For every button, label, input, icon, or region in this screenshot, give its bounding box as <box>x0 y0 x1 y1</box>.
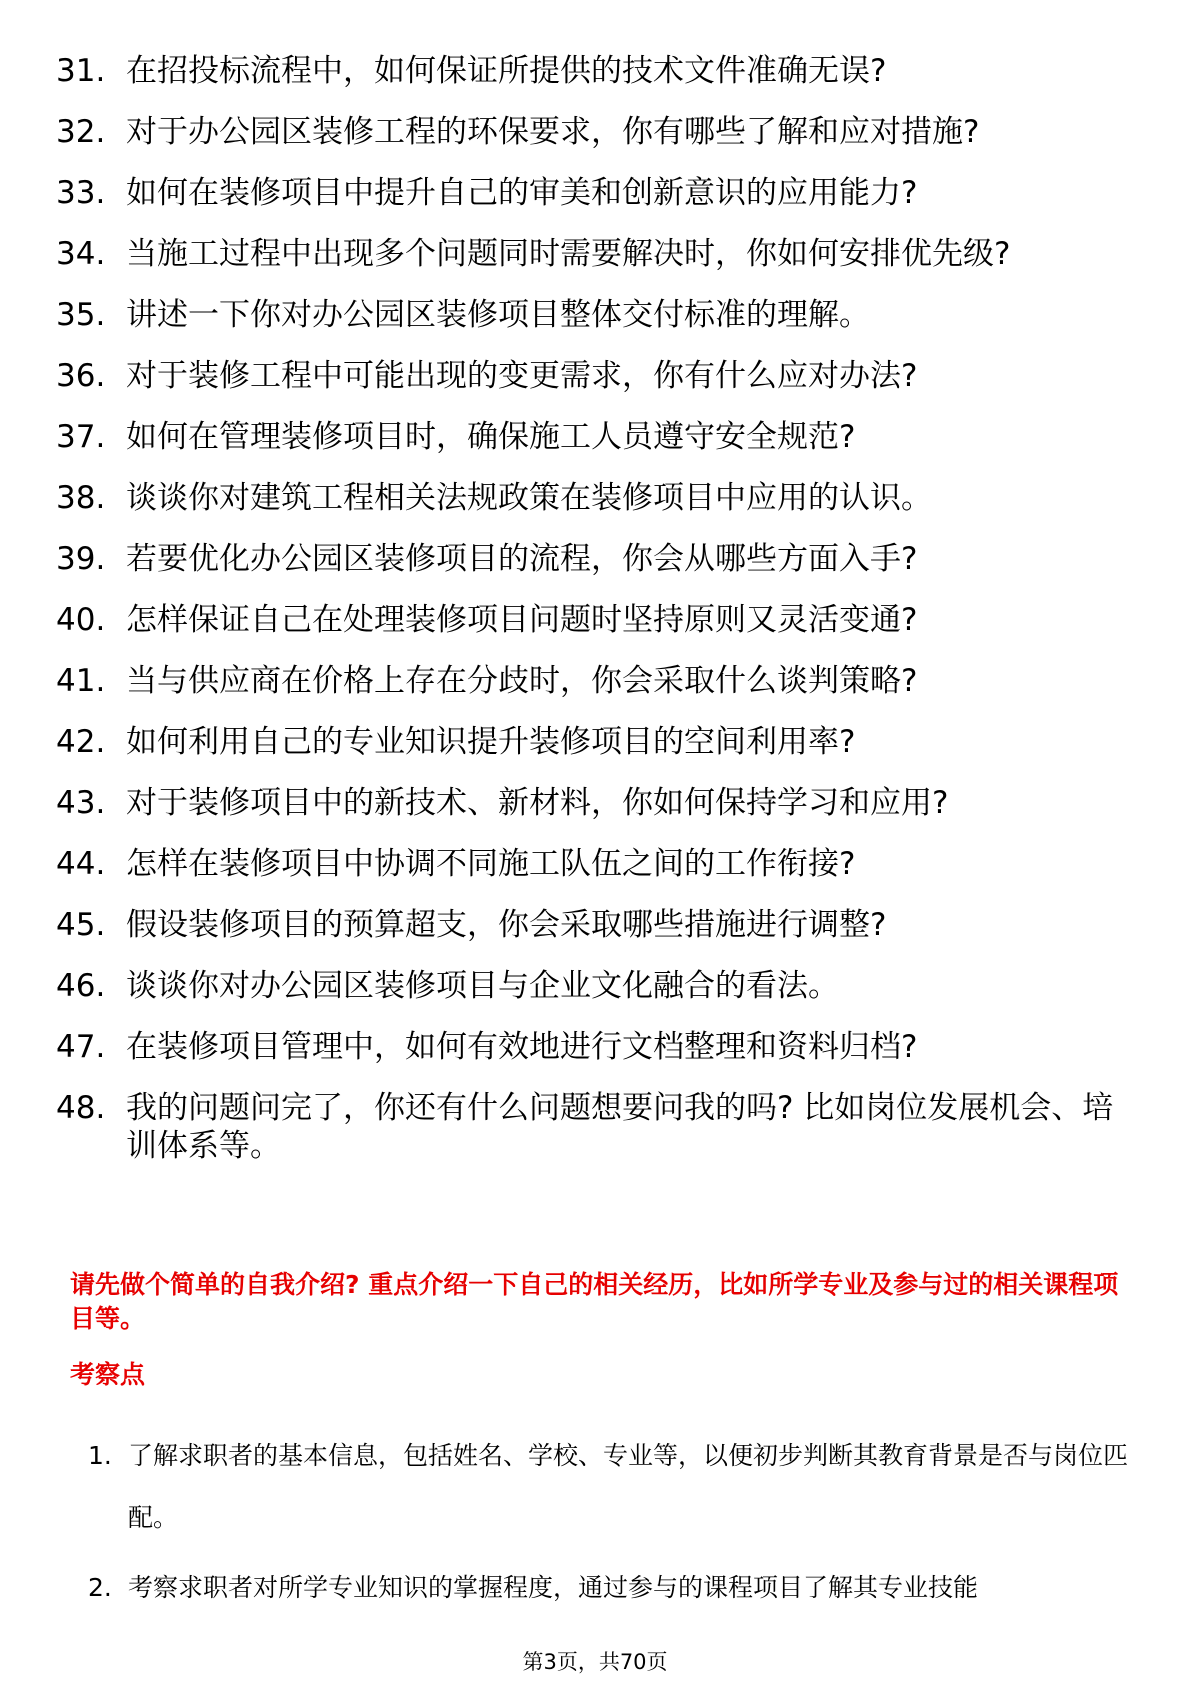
point-text: 了解求职者的基本信息，包括姓名、学校、专业等，以便初步判断其教育背景是否与岗位匹配。 <box>128 1441 1129 1532</box>
question-number: 44. <box>56 846 106 882</box>
list-item <box>56 662 1136 700</box>
list-item <box>56 845 1136 883</box>
question-text: 讲述一下你对办公园区装修项目整体交付标准的理解。 <box>126 297 870 333</box>
question-number: 48. <box>56 1090 106 1126</box>
question-number: 37. <box>56 419 106 455</box>
question-text: 如何在管理装修项目时，确保施工人员遵守安全规范? <box>126 419 856 455</box>
question-number: 32. <box>56 114 106 150</box>
list-item <box>56 357 1136 395</box>
list-item <box>56 1089 1136 1165</box>
question-number: 34. <box>56 236 106 272</box>
list-item <box>56 235 1136 273</box>
question-number: 47. <box>56 1029 106 1065</box>
list-item <box>56 723 1136 761</box>
question-text: 如何利用自己的专业知识提升装修项目的空间利用率? <box>126 724 856 760</box>
question-number: 41. <box>56 663 106 699</box>
question-text: 对于装修工程中可能出现的变更需求，你有什么应对办法? <box>126 358 918 394</box>
list-item <box>88 1425 1128 1549</box>
list-item <box>56 540 1136 578</box>
list-item <box>56 174 1136 212</box>
question-text: 在招投标流程中，如何保证所提供的技术文件准确无误? <box>126 53 887 89</box>
question-text: 怎样保证自己在处理装修项目问题时坚持原则又灵活变通? <box>126 602 918 638</box>
page-footer: 第3页，共70页 <box>522 1650 668 1674</box>
question-number: 45. <box>56 907 106 943</box>
list-item <box>56 784 1136 822</box>
question-text: 对于办公园区装修工程的环保要求，你有哪些了解和应对措施? <box>126 114 980 150</box>
points-list <box>88 1425 1128 1627</box>
list-item <box>56 52 1136 90</box>
question-text: 假设装修项目的预算超支，你会采取哪些措施进行调整? <box>126 907 887 943</box>
list-item <box>56 906 1136 944</box>
point-number: 1. <box>88 1441 112 1470</box>
section-question-heading: 请先做个简单的自我介绍? 重点介绍一下自己的相关经历，比如所学专业及参与过的相关课程项目等。 <box>70 1270 1119 1333</box>
question-text: 如何在装修项目中提升自己的审美和创新意识的应用能力? <box>126 175 918 211</box>
question-number: 46. <box>56 968 106 1004</box>
question-number: 35. <box>56 297 106 333</box>
list-item <box>56 418 1136 456</box>
question-number: 36. <box>56 358 106 394</box>
list-item <box>56 601 1136 639</box>
point-number: 2. <box>88 1573 112 1602</box>
question-text: 当施工过程中出现多个问题同时需要解决时，你如何安排优先级? <box>126 236 1011 272</box>
question-text: 若要优化办公园区装修项目的流程，你会从哪些方面入手? <box>126 541 918 577</box>
question-text: 怎样在装修项目中协调不同施工队伍之间的工作衔接? <box>126 846 856 882</box>
question-text: 当与供应商在价格上存在分歧时，你会采取什么谈判策略? <box>126 663 918 699</box>
list-item <box>56 967 1136 1005</box>
point-text: 考察求职者对所学专业知识的掌握程度，通过参与的课程项目了解其专业技能 <box>128 1573 979 1602</box>
list-item <box>56 296 1136 334</box>
question-text: 在装修项目管理中，如何有效地进行文档整理和资料归档? <box>126 1029 918 1065</box>
question-number: 39. <box>56 541 106 577</box>
question-number: 42. <box>56 724 106 760</box>
points-title: 考察点 <box>70 1360 146 1389</box>
question-number: 43. <box>56 785 106 821</box>
question-number: 33. <box>56 175 106 211</box>
list-item <box>88 1557 1128 1619</box>
question-text: 我的问题问完了，你还有什么问题想要问我的吗? 比如岗位发展机会、培训体系等。 <box>126 1090 1114 1164</box>
question-text: 谈谈你对办公园区装修项目与企业文化融合的看法。 <box>126 968 839 1004</box>
question-number: 38. <box>56 480 106 516</box>
question-text: 谈谈你对建筑工程相关法规政策在装修项目中应用的认识。 <box>126 480 932 516</box>
list-item <box>56 113 1136 151</box>
question-list <box>56 52 1136 1188</box>
question-text: 对于装修项目中的新技术、新材料，你如何保持学习和应用? <box>126 785 949 821</box>
list-item <box>56 479 1136 517</box>
question-number: 40. <box>56 602 106 638</box>
question-number: 31. <box>56 53 106 89</box>
list-item <box>56 1028 1136 1066</box>
